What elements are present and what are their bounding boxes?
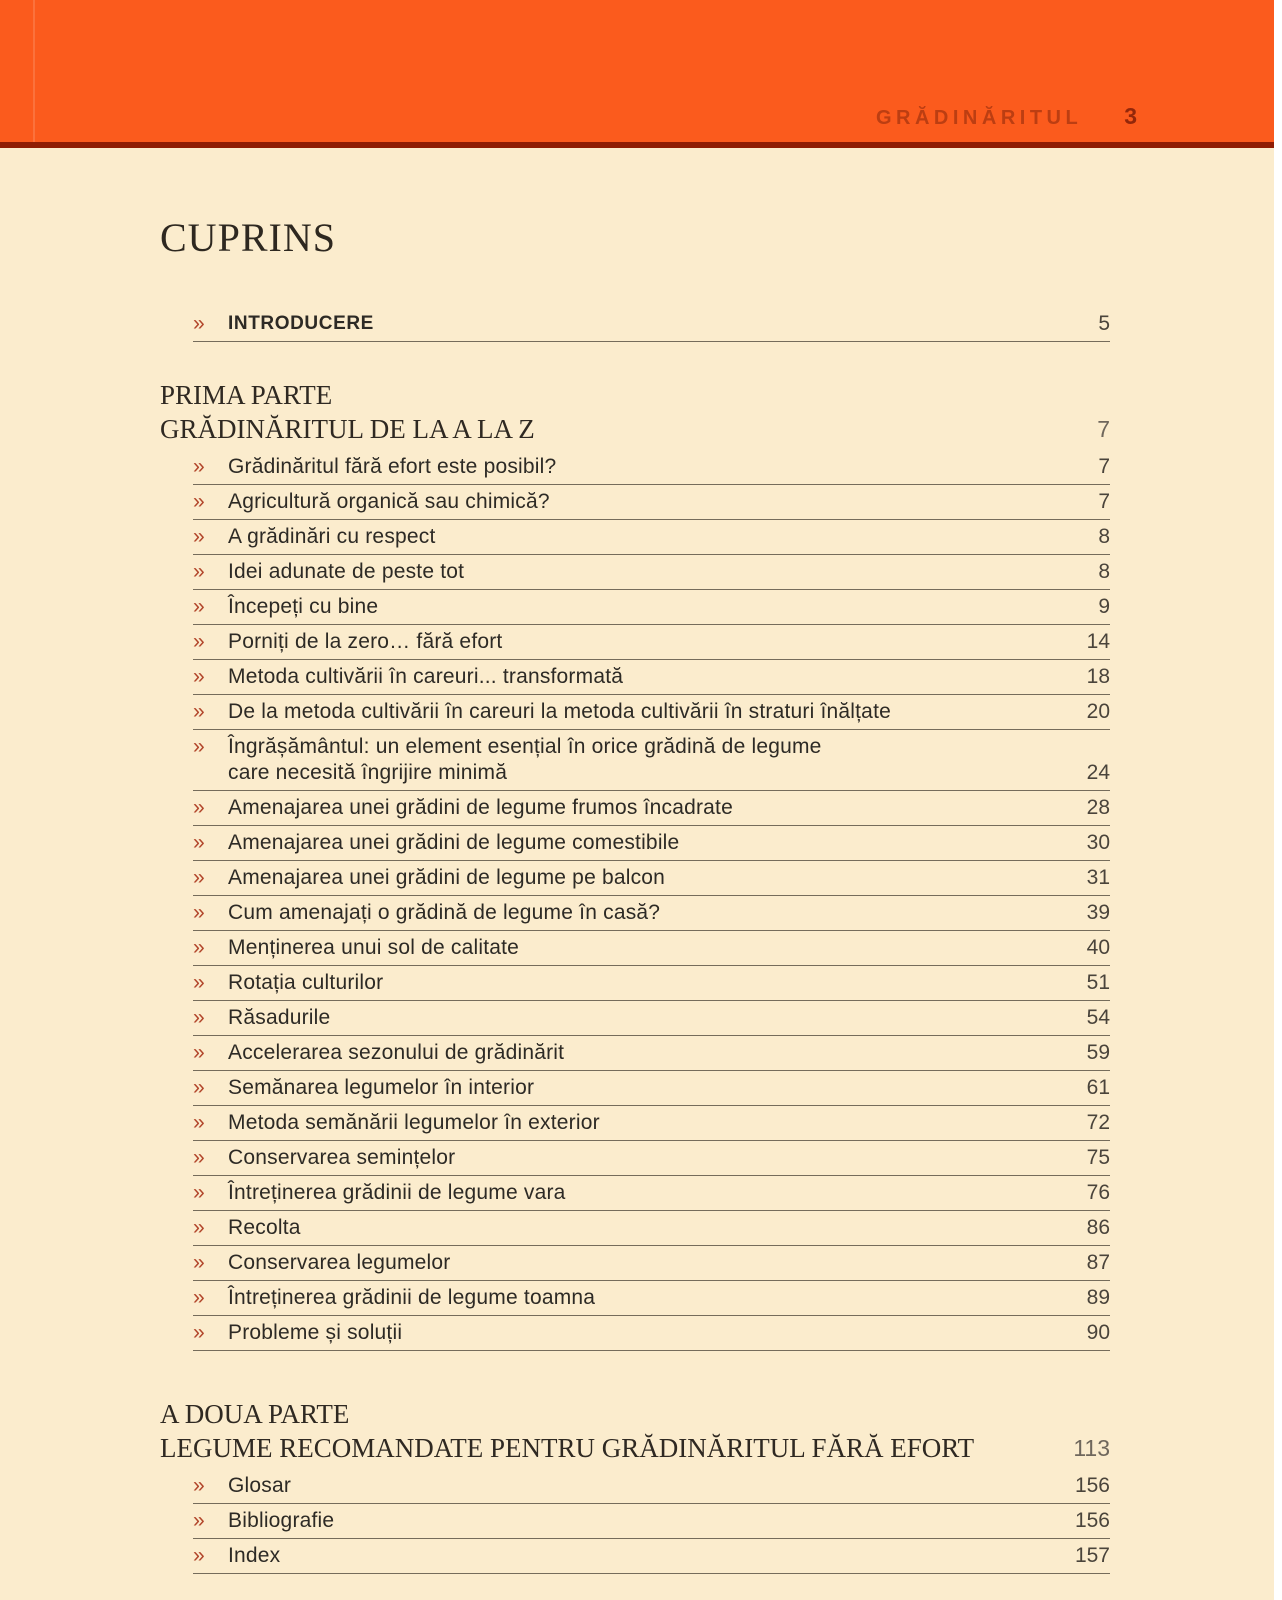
double-chevron-icon: » xyxy=(193,735,205,758)
toc-entry-label: De la metoda cultivării în careuri la metoda cultivării în straturi înălțate xyxy=(228,700,891,723)
running-title: GRĂDINĂRITUL xyxy=(875,107,1083,129)
header-divider xyxy=(0,142,1282,148)
toc-entry xyxy=(193,1106,1110,1141)
double-chevron-icon: » xyxy=(193,700,205,723)
toc-entry-label: Amenajarea unei grădini de legume frumos încadrate xyxy=(228,796,733,819)
toc-entry-label: Îngrășământul: un element esențial în orice grădină de legume xyxy=(228,735,822,758)
toc-entry xyxy=(193,1141,1110,1176)
double-chevron-icon: » xyxy=(193,1181,205,1204)
toc-entry xyxy=(193,896,1110,931)
double-chevron-icon: » xyxy=(193,936,205,959)
toc-entry xyxy=(193,555,1110,590)
toc-entry-label: Întreținerea grădinii de legume vara xyxy=(228,1181,566,1204)
toc-entry-label: Accelerarea sezonului de grădinărit xyxy=(228,1041,565,1064)
toc-entry xyxy=(193,695,1110,730)
toc-page-number: 20 xyxy=(1086,700,1110,723)
toc-entry xyxy=(193,590,1110,625)
toc-entry-label-line2: care necesită îngrijire minimă xyxy=(228,761,508,784)
double-chevron-icon: » xyxy=(193,525,205,548)
toc-entry xyxy=(193,1539,1110,1574)
toc-page-number: 156 xyxy=(1074,1474,1110,1497)
double-chevron-icon: » xyxy=(193,796,205,819)
toc-entry-label: A grădinări cu respect xyxy=(228,525,436,548)
toc-page-number: 87 xyxy=(1086,1251,1110,1274)
toc-entry xyxy=(193,1036,1110,1071)
toc-page-number: 14 xyxy=(1086,630,1110,653)
folio-page-number: 3 xyxy=(1124,103,1137,129)
toc-entry-label: Amenajarea unei grădini de legume comestibile xyxy=(228,831,680,854)
toc-page-number: 40 xyxy=(1086,936,1110,959)
page-edge xyxy=(1274,0,1282,1600)
double-chevron-icon: » xyxy=(193,1006,205,1029)
toc-entry-label: Răsadurile xyxy=(228,1006,331,1029)
toc-page-number: 157 xyxy=(1074,1544,1110,1567)
toc-entry-label: Glosar xyxy=(228,1474,292,1497)
toc-page-number: 7 xyxy=(1098,490,1110,513)
double-chevron-icon: » xyxy=(193,901,205,924)
toc-page-number: 86 xyxy=(1086,1216,1110,1239)
toc-page-number: 8 xyxy=(1098,560,1110,583)
toc-entry-label: Începeți cu bine xyxy=(228,595,379,618)
double-chevron-icon: » xyxy=(193,455,205,478)
part1-page-number: 7 xyxy=(1097,416,1110,442)
toc-page-number: 156 xyxy=(1074,1509,1110,1532)
toc-entry xyxy=(193,1246,1110,1281)
part2-heading xyxy=(160,1431,1110,1465)
double-chevron-icon: » xyxy=(193,1286,205,1309)
introduction-block xyxy=(193,307,1110,342)
double-chevron-icon: » xyxy=(193,1216,205,1239)
toc-page-number: 89 xyxy=(1086,1286,1110,1309)
double-chevron-icon: » xyxy=(193,1111,205,1134)
double-chevron-icon: » xyxy=(193,866,205,889)
toc-entry-label: Întreținerea grădinii de legume toamna xyxy=(228,1286,596,1309)
toc-entry-label: Grădinăritul fără efort este posibil? xyxy=(228,455,557,478)
toc-entry xyxy=(193,1071,1110,1106)
toc-entry xyxy=(193,861,1110,896)
toc-entry xyxy=(193,931,1110,966)
double-chevron-icon: » xyxy=(193,630,205,653)
toc-entry xyxy=(193,485,1110,520)
double-chevron-icon: » xyxy=(193,831,205,854)
spine-shadow xyxy=(33,0,35,142)
toc-page-number: 5 xyxy=(1098,312,1110,335)
toc-entry-label: Porniți de la zero… fără efort xyxy=(228,630,503,653)
part1-entries xyxy=(193,450,1110,1351)
toc-entry-label: Conservarea legumelor xyxy=(228,1251,451,1274)
toc-page-number: 18 xyxy=(1086,665,1110,688)
double-chevron-icon: » xyxy=(193,1509,205,1532)
toc-entry-label: Bibliografie xyxy=(228,1509,335,1532)
double-chevron-icon: » xyxy=(193,560,205,583)
toc-entry xyxy=(193,1316,1110,1351)
toc-entry-label: Agricultură organică sau chimică? xyxy=(228,490,550,513)
header-band xyxy=(0,0,1282,142)
double-chevron-icon: » xyxy=(193,1474,205,1497)
toc-page-number: 59 xyxy=(1086,1041,1110,1064)
toc-entry xyxy=(193,660,1110,695)
toc-page-number: 24 xyxy=(1086,761,1110,784)
toc-page-number: 28 xyxy=(1086,796,1110,819)
table-of-contents xyxy=(160,214,1110,1574)
double-chevron-icon: » xyxy=(193,1321,205,1344)
double-chevron-icon: » xyxy=(193,490,205,513)
double-chevron-icon: » xyxy=(193,595,205,618)
toc-page-number: 76 xyxy=(1086,1181,1110,1204)
toc-page-number: 30 xyxy=(1086,831,1110,854)
toc-entry xyxy=(193,625,1110,660)
part1-heading xyxy=(160,412,1110,446)
toc-page-number: 51 xyxy=(1086,971,1110,994)
toc-entry-introduction xyxy=(193,307,1110,342)
toc-page-number: 31 xyxy=(1086,866,1110,889)
part2-page-number: 113 xyxy=(1073,1435,1110,1461)
double-chevron-icon: » xyxy=(193,665,205,688)
toc-entry-label: Recolta xyxy=(228,1216,301,1239)
toc-page-number: 7 xyxy=(1098,455,1110,478)
toc-entry-label: INTRODUCERE xyxy=(228,313,374,334)
double-chevron-icon: » xyxy=(193,1041,205,1064)
toc-entry-label: Idei adunate de peste tot xyxy=(228,560,465,583)
double-chevron-icon: » xyxy=(193,312,205,335)
toc-page-number: 39 xyxy=(1086,901,1110,924)
toc-entry xyxy=(193,791,1110,826)
toc-entry-label: Index xyxy=(228,1544,281,1567)
part2-section xyxy=(160,1397,1110,1574)
toc-entry-label: Probleme și soluții xyxy=(228,1321,403,1344)
toc-entry-label: Amenajarea unei grădini de legume pe balcon xyxy=(228,866,666,889)
toc-page-number: 72 xyxy=(1086,1111,1110,1134)
toc-entry-label: Conservarea semințelor xyxy=(228,1146,456,1169)
toc-entry-label: Rotația culturilor xyxy=(228,971,384,994)
toc-entry-label: Menținerea unui sol de calitate xyxy=(228,936,520,959)
part1-title: GRĂDINĂRITUL DE LA A LA Z xyxy=(160,414,535,444)
toc-page-number: 54 xyxy=(1086,1006,1110,1029)
toc-entry xyxy=(193,1281,1110,1316)
toc-entry-label: Metoda semănării legumelor în exterior xyxy=(228,1111,600,1134)
toc-entry xyxy=(193,1504,1110,1539)
toc-entry-label: Semănarea legumelor în interior xyxy=(228,1076,535,1099)
page-title: CUPRINS xyxy=(160,215,336,260)
part2-kicker: A DOUA PARTE xyxy=(160,1399,350,1429)
double-chevron-icon: » xyxy=(193,971,205,994)
toc-page-number: 8 xyxy=(1098,525,1110,548)
toc-entry xyxy=(193,730,1110,791)
toc-entry xyxy=(193,966,1110,1001)
toc-entry xyxy=(193,1001,1110,1036)
part2-entries xyxy=(193,1469,1110,1574)
toc-page-number: 61 xyxy=(1086,1076,1110,1099)
toc-page-number: 9 xyxy=(1098,595,1110,618)
toc-entry xyxy=(193,450,1110,485)
double-chevron-icon: » xyxy=(193,1146,205,1169)
toc-entry xyxy=(193,826,1110,861)
part1-kicker: PRIMA PARTE xyxy=(160,380,333,410)
toc-page-number: 75 xyxy=(1086,1146,1110,1169)
part1-section xyxy=(160,378,1110,1351)
toc-entry xyxy=(193,520,1110,555)
toc-entry xyxy=(193,1469,1110,1504)
toc-entry-label: Cum amenajați o grădină de legume în casă? xyxy=(228,901,661,924)
toc-page-number: 90 xyxy=(1086,1321,1110,1344)
toc-entry-label: Metoda cultivării în careuri... transformată xyxy=(228,665,624,688)
double-chevron-icon: » xyxy=(193,1076,205,1099)
double-chevron-icon: » xyxy=(193,1544,205,1567)
part2-title: LEGUME RECOMANDATE PENTRU GRĂDINĂRITUL FĂRĂ EFORT xyxy=(160,1433,975,1463)
toc-entry xyxy=(193,1211,1110,1246)
toc-entry xyxy=(193,1176,1110,1211)
double-chevron-icon: » xyxy=(193,1251,205,1274)
